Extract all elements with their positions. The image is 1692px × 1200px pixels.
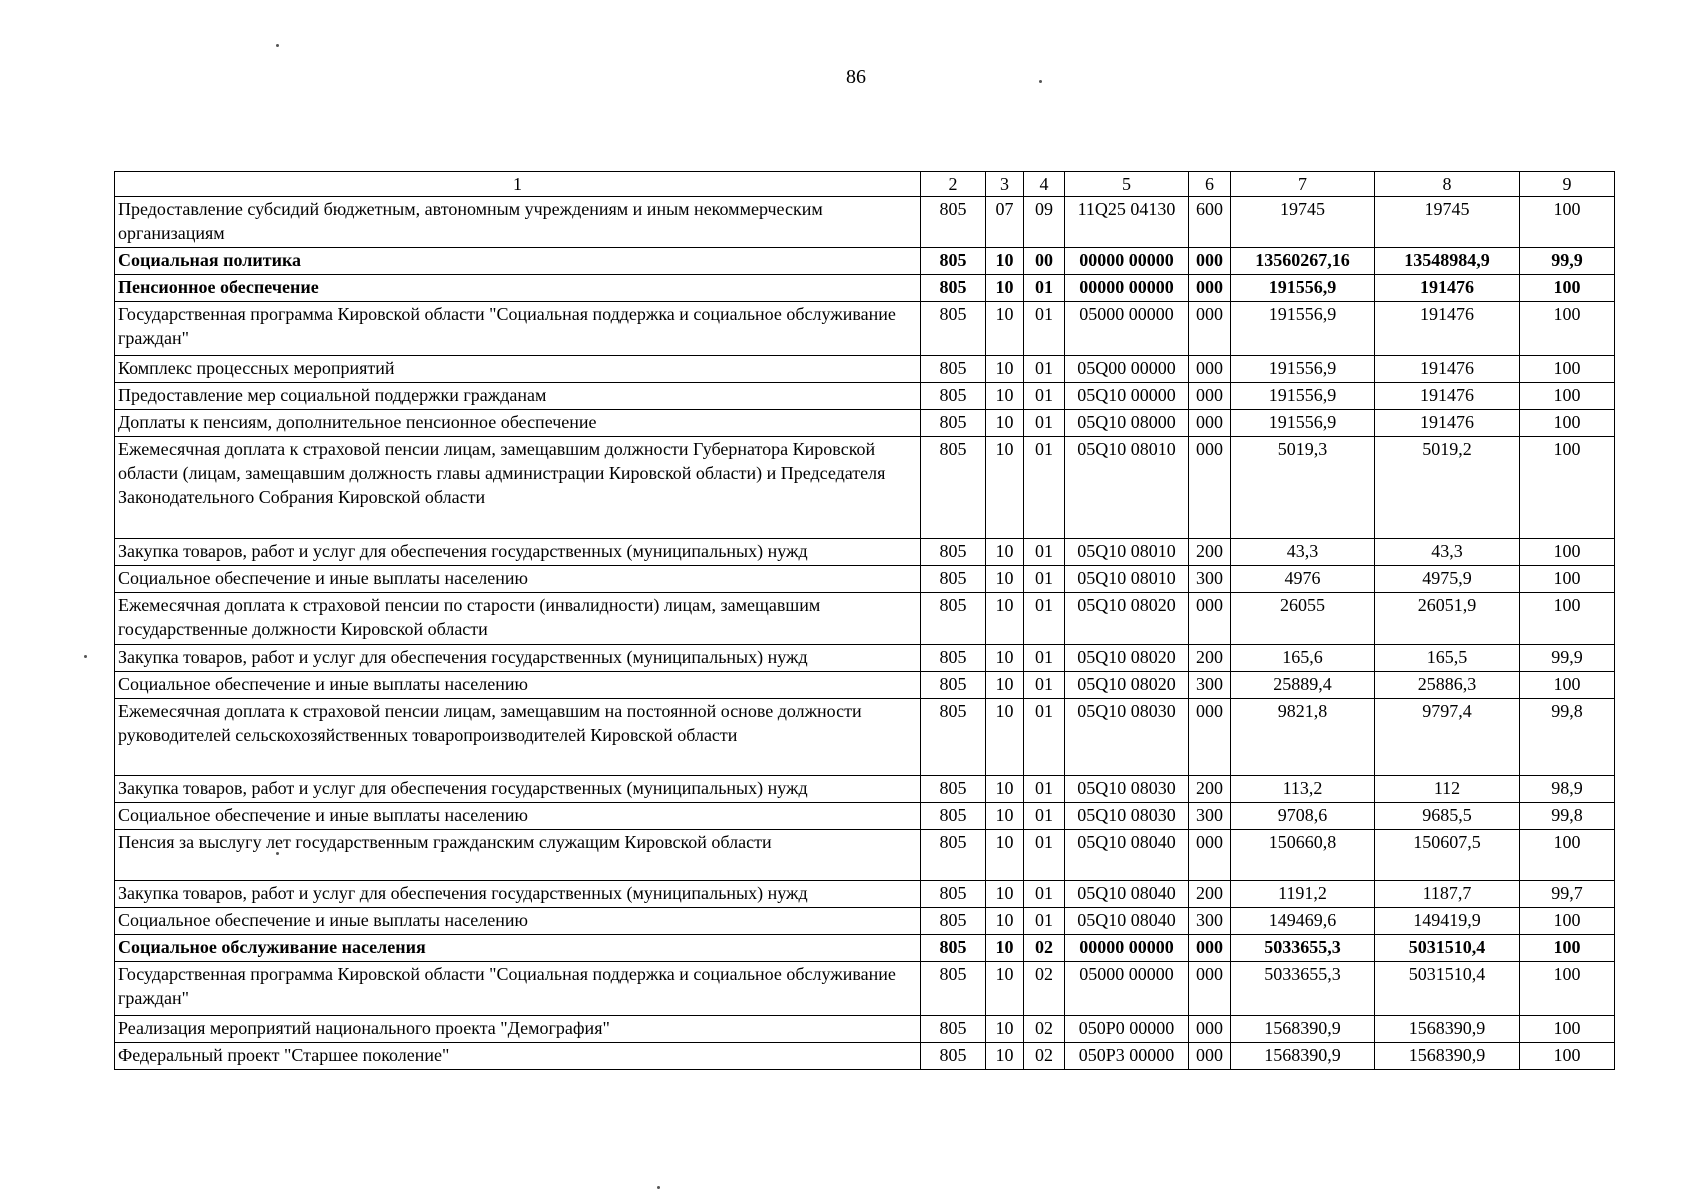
code-2-cell: 805: [921, 935, 986, 962]
code-2-cell: 805: [921, 645, 986, 672]
code-3-cell: 10: [986, 275, 1024, 302]
column-header-4: 4: [1024, 172, 1065, 197]
value-8-cell: 25886,3: [1375, 672, 1520, 699]
code-4-cell: 01: [1024, 539, 1065, 566]
value-7-cell: 4976: [1231, 566, 1375, 593]
page-number: 86: [846, 66, 866, 88]
value-8-cell: 1187,7: [1375, 881, 1520, 908]
code-3-cell: 10: [986, 962, 1024, 1016]
code-4-cell: 01: [1024, 776, 1065, 803]
code-5-cell: 05Q10 08020: [1065, 593, 1189, 645]
value-9-cell: 99,8: [1520, 803, 1615, 830]
code-6-cell: 000: [1189, 830, 1231, 881]
code-2-cell: 805: [921, 962, 986, 1016]
code-2-cell: 805: [921, 593, 986, 645]
value-9-cell: 99,7: [1520, 881, 1615, 908]
code-4-cell: 02: [1024, 935, 1065, 962]
table-row: [115, 539, 1615, 566]
code-5-cell: 05Q10 08030: [1065, 776, 1189, 803]
code-4-cell: 01: [1024, 593, 1065, 645]
code-5-cell: 05Q10 08030: [1065, 803, 1189, 830]
value-8-cell: 191476: [1375, 356, 1520, 383]
value-7-cell: 5033655,3: [1231, 935, 1375, 962]
item-name-cell: Доплаты к пенсиям, дополнительное пенсионное обеспечение: [115, 410, 921, 437]
code-3-cell: 10: [986, 830, 1024, 881]
code-5-cell: 05Q00 00000: [1065, 356, 1189, 383]
code-2-cell: 805: [921, 1043, 986, 1070]
table-row: [115, 1016, 1615, 1043]
code-3-cell: 10: [986, 410, 1024, 437]
table-row: [115, 356, 1615, 383]
value-9-cell: 100: [1520, 437, 1615, 539]
item-name-cell: Закупка товаров, работ и услуг для обеспечения государственных (муниципальных) нужд: [115, 881, 921, 908]
value-8-cell: 191476: [1375, 410, 1520, 437]
table-row: [115, 593, 1615, 645]
table-row: [115, 197, 1615, 248]
scan-speck: [84, 655, 87, 658]
code-5-cell: 11Q25 04130: [1065, 197, 1189, 248]
code-3-cell: 10: [986, 248, 1024, 275]
scan-speck: [276, 44, 279, 47]
item-name-cell: Реализация мероприятий национального проекта "Демография": [115, 1016, 921, 1043]
column-header-3: 3: [986, 172, 1024, 197]
scan-speck: [1039, 80, 1042, 83]
scan-speck: [657, 1186, 660, 1189]
value-9-cell: 100: [1520, 962, 1615, 1016]
value-8-cell: 150607,5: [1375, 830, 1520, 881]
value-7-cell: 43,3: [1231, 539, 1375, 566]
value-8-cell: 26051,9: [1375, 593, 1520, 645]
item-name-cell: Федеральный проект "Старшее поколение": [115, 1043, 921, 1070]
value-8-cell: 4975,9: [1375, 566, 1520, 593]
table-row: [115, 566, 1615, 593]
code-5-cell: 05Q10 08010: [1065, 539, 1189, 566]
value-7-cell: 1568390,9: [1231, 1016, 1375, 1043]
code-2-cell: 805: [921, 437, 986, 539]
value-7-cell: 5033655,3: [1231, 962, 1375, 1016]
code-2-cell: 805: [921, 672, 986, 699]
code-6-cell: 000: [1189, 593, 1231, 645]
table-row: [115, 383, 1615, 410]
code-2-cell: 805: [921, 356, 986, 383]
value-8-cell: 5031510,4: [1375, 935, 1520, 962]
code-6-cell: 000: [1189, 935, 1231, 962]
code-3-cell: 10: [986, 935, 1024, 962]
column-header-8: 8: [1375, 172, 1520, 197]
value-9-cell: 100: [1520, 908, 1615, 935]
value-9-cell: 100: [1520, 935, 1615, 962]
code-4-cell: 02: [1024, 1043, 1065, 1070]
table-row: [115, 908, 1615, 935]
code-6-cell: 000: [1189, 1043, 1231, 1070]
value-7-cell: 19745: [1231, 197, 1375, 248]
code-6-cell: 000: [1189, 1016, 1231, 1043]
code-4-cell: 01: [1024, 566, 1065, 593]
code-3-cell: 10: [986, 1016, 1024, 1043]
value-8-cell: 1568390,9: [1375, 1043, 1520, 1070]
value-7-cell: 1191,2: [1231, 881, 1375, 908]
value-8-cell: 191476: [1375, 302, 1520, 356]
value-7-cell: 165,6: [1231, 645, 1375, 672]
table-row: [115, 437, 1615, 539]
table-row: [115, 1043, 1615, 1070]
value-8-cell: 13548984,9: [1375, 248, 1520, 275]
value-7-cell: 150660,8: [1231, 830, 1375, 881]
value-7-cell: 191556,9: [1231, 302, 1375, 356]
code-2-cell: 805: [921, 248, 986, 275]
code-6-cell: 000: [1189, 302, 1231, 356]
code-4-cell: 01: [1024, 410, 1065, 437]
scan-speck: [276, 852, 279, 855]
code-4-cell: 01: [1024, 699, 1065, 776]
code-5-cell: 05000 00000: [1065, 962, 1189, 1016]
code-3-cell: 07: [986, 197, 1024, 248]
table-row: [115, 645, 1615, 672]
table-row: [115, 672, 1615, 699]
value-7-cell: 149469,6: [1231, 908, 1375, 935]
code-6-cell: 300: [1189, 566, 1231, 593]
table-row: [115, 248, 1615, 275]
code-5-cell: 05Q10 08010: [1065, 566, 1189, 593]
value-9-cell: 98,9: [1520, 776, 1615, 803]
value-9-cell: 100: [1520, 1016, 1615, 1043]
column-header-6: 6: [1189, 172, 1231, 197]
code-6-cell: 000: [1189, 356, 1231, 383]
value-9-cell: 100: [1520, 539, 1615, 566]
code-3-cell: 10: [986, 776, 1024, 803]
value-7-cell: 113,2: [1231, 776, 1375, 803]
value-8-cell: 5019,2: [1375, 437, 1520, 539]
value-9-cell: 100: [1520, 356, 1615, 383]
code-5-cell: 050Р0 00000: [1065, 1016, 1189, 1043]
value-9-cell: 99,9: [1520, 645, 1615, 672]
value-7-cell: 26055: [1231, 593, 1375, 645]
value-7-cell: 9708,6: [1231, 803, 1375, 830]
code-2-cell: 805: [921, 539, 986, 566]
code-4-cell: 01: [1024, 881, 1065, 908]
item-name-cell: Социальное обеспечение и иные выплаты населению: [115, 908, 921, 935]
code-3-cell: 10: [986, 437, 1024, 539]
value-8-cell: 149419,9: [1375, 908, 1520, 935]
value-7-cell: 13560267,16: [1231, 248, 1375, 275]
item-name-cell: Предоставление субсидий бюджетным, автономным учреждениям и иным некоммерческим организациям: [115, 197, 921, 248]
code-6-cell: 600: [1189, 197, 1231, 248]
code-6-cell: 000: [1189, 962, 1231, 1016]
code-5-cell: 05000 00000: [1065, 302, 1189, 356]
value-9-cell: 100: [1520, 593, 1615, 645]
code-5-cell: 05Q10 08030: [1065, 699, 1189, 776]
value-9-cell: 99,9: [1520, 248, 1615, 275]
code-5-cell: 05Q10 08010: [1065, 437, 1189, 539]
code-3-cell: 10: [986, 908, 1024, 935]
code-4-cell: 00: [1024, 248, 1065, 275]
item-name-cell: Социальное обеспечение и иные выплаты населению: [115, 566, 921, 593]
code-4-cell: 01: [1024, 383, 1065, 410]
item-name-cell: Социальное обеспечение и иные выплаты населению: [115, 803, 921, 830]
value-7-cell: 9821,8: [1231, 699, 1375, 776]
code-3-cell: 10: [986, 672, 1024, 699]
value-8-cell: 43,3: [1375, 539, 1520, 566]
value-7-cell: 191556,9: [1231, 356, 1375, 383]
table-row: [115, 962, 1615, 1016]
code-2-cell: 805: [921, 383, 986, 410]
code-2-cell: 805: [921, 881, 986, 908]
code-6-cell: 300: [1189, 908, 1231, 935]
code-6-cell: 200: [1189, 881, 1231, 908]
value-9-cell: 100: [1520, 197, 1615, 248]
code-6-cell: 200: [1189, 645, 1231, 672]
value-7-cell: 5019,3: [1231, 437, 1375, 539]
item-name-cell: Социальное обслуживание населения: [115, 935, 921, 962]
code-5-cell: 05Q10 08040: [1065, 881, 1189, 908]
code-2-cell: 805: [921, 776, 986, 803]
code-6-cell: 300: [1189, 803, 1231, 830]
code-2-cell: 805: [921, 302, 986, 356]
code-3-cell: 10: [986, 302, 1024, 356]
value-8-cell: 9685,5: [1375, 803, 1520, 830]
code-6-cell: 000: [1189, 248, 1231, 275]
table-row: [115, 881, 1615, 908]
code-3-cell: 10: [986, 566, 1024, 593]
code-4-cell: 01: [1024, 830, 1065, 881]
code-3-cell: 10: [986, 881, 1024, 908]
item-name-cell: Закупка товаров, работ и услуг для обеспечения государственных (муниципальных) нужд: [115, 645, 921, 672]
code-2-cell: 805: [921, 275, 986, 302]
value-9-cell: 100: [1520, 383, 1615, 410]
table-row: [115, 275, 1615, 302]
code-4-cell: 01: [1024, 275, 1065, 302]
value-8-cell: 165,5: [1375, 645, 1520, 672]
item-name-cell: Закупка товаров, работ и услуг для обеспечения государственных (муниципальных) нужд: [115, 776, 921, 803]
column-header-5: 5: [1065, 172, 1189, 197]
value-9-cell: 100: [1520, 566, 1615, 593]
code-3-cell: 10: [986, 539, 1024, 566]
code-2-cell: 805: [921, 197, 986, 248]
item-name-cell: Ежемесячная доплата к страховой пенсии лицам, замещавшим должности Губернатора Кировской области (лицам, замещавшим должность главы администрации Кировской области) и Председателя Законодательного Собрания Кировской области: [115, 437, 921, 539]
code-6-cell: 000: [1189, 437, 1231, 539]
code-2-cell: 805: [921, 1016, 986, 1043]
item-name-cell: Комплекс процессных мероприятий: [115, 356, 921, 383]
code-5-cell: 05Q10 08000: [1065, 410, 1189, 437]
code-5-cell: 00000 00000: [1065, 935, 1189, 962]
column-header-7: 7: [1231, 172, 1375, 197]
code-2-cell: 805: [921, 830, 986, 881]
code-4-cell: 01: [1024, 803, 1065, 830]
table-row: [115, 830, 1615, 881]
value-8-cell: 9797,4: [1375, 699, 1520, 776]
item-name-cell: Пенсия за выслугу лет государственным гражданским служащим Кировской области: [115, 830, 921, 881]
code-5-cell: 050Р3 00000: [1065, 1043, 1189, 1070]
code-3-cell: 10: [986, 356, 1024, 383]
code-4-cell: 01: [1024, 302, 1065, 356]
code-5-cell: 00000 00000: [1065, 275, 1189, 302]
code-6-cell: 000: [1189, 275, 1231, 302]
code-6-cell: 000: [1189, 383, 1231, 410]
value-8-cell: 191476: [1375, 275, 1520, 302]
table-row: [115, 935, 1615, 962]
code-6-cell: 200: [1189, 776, 1231, 803]
item-name-cell: Государственная программа Кировской области "Социальная поддержка и социальное обслуживание граждан": [115, 962, 921, 1016]
item-name-cell: Предоставление мер социальной поддержки гражданам: [115, 383, 921, 410]
code-2-cell: 805: [921, 566, 986, 593]
code-4-cell: 02: [1024, 1016, 1065, 1043]
item-name-cell: Государственная программа Кировской области "Социальная поддержка и социальное обслуживание граждан": [115, 302, 921, 356]
table-body: [115, 197, 1615, 1070]
code-5-cell: 00000 00000: [1065, 248, 1189, 275]
value-7-cell: 191556,9: [1231, 410, 1375, 437]
code-6-cell: 300: [1189, 672, 1231, 699]
code-3-cell: 10: [986, 1043, 1024, 1070]
value-7-cell: 1568390,9: [1231, 1043, 1375, 1070]
code-3-cell: 10: [986, 803, 1024, 830]
code-3-cell: 10: [986, 699, 1024, 776]
code-5-cell: 05Q10 08020: [1065, 645, 1189, 672]
code-4-cell: 01: [1024, 908, 1065, 935]
code-6-cell: 000: [1189, 410, 1231, 437]
value-9-cell: 100: [1520, 1043, 1615, 1070]
value-8-cell: 191476: [1375, 383, 1520, 410]
code-6-cell: 200: [1189, 539, 1231, 566]
code-2-cell: 805: [921, 699, 986, 776]
code-4-cell: 01: [1024, 356, 1065, 383]
value-8-cell: 1568390,9: [1375, 1016, 1520, 1043]
item-name-cell: Ежемесячная доплата к страховой пенсии лицам, замещавшим на постоянной основе должности руководителей сельскохозяйственных товаропроизводителей Кировской области: [115, 699, 921, 776]
budget-table: [114, 171, 1615, 1070]
code-2-cell: 805: [921, 410, 986, 437]
code-5-cell: 05Q10 08040: [1065, 830, 1189, 881]
value-9-cell: 100: [1520, 830, 1615, 881]
header-row: [115, 172, 1615, 197]
value-7-cell: 25889,4: [1231, 672, 1375, 699]
code-4-cell: 09: [1024, 197, 1065, 248]
value-7-cell: 191556,9: [1231, 383, 1375, 410]
column-header-9: 9: [1520, 172, 1615, 197]
item-name-cell: Ежемесячная доплата к страховой пенсии по старости (инвалидности) лицам, замещавшим государственные должности Кировской области: [115, 593, 921, 645]
code-2-cell: 805: [921, 803, 986, 830]
code-4-cell: 01: [1024, 672, 1065, 699]
value-8-cell: 112: [1375, 776, 1520, 803]
code-4-cell: 01: [1024, 437, 1065, 539]
item-name-cell: Социальная политика: [115, 248, 921, 275]
table-row: [115, 699, 1615, 776]
item-name-cell: Социальное обеспечение и иные выплаты населению: [115, 672, 921, 699]
item-name-cell: Пенсионное обеспечение: [115, 275, 921, 302]
column-header-2: 2: [921, 172, 986, 197]
code-3-cell: 10: [986, 593, 1024, 645]
code-6-cell: 000: [1189, 699, 1231, 776]
table-row: [115, 410, 1615, 437]
value-8-cell: 19745: [1375, 197, 1520, 248]
code-4-cell: 01: [1024, 645, 1065, 672]
value-8-cell: 5031510,4: [1375, 962, 1520, 1016]
code-3-cell: 10: [986, 645, 1024, 672]
value-9-cell: 100: [1520, 302, 1615, 356]
table-row: [115, 803, 1615, 830]
value-9-cell: 100: [1520, 275, 1615, 302]
code-5-cell: 05Q10 08040: [1065, 908, 1189, 935]
value-9-cell: 100: [1520, 410, 1615, 437]
code-5-cell: 05Q10 08020: [1065, 672, 1189, 699]
column-header-1: 1: [115, 172, 921, 197]
table-row: [115, 776, 1615, 803]
value-9-cell: 100: [1520, 672, 1615, 699]
table-row: [115, 302, 1615, 356]
code-3-cell: 10: [986, 383, 1024, 410]
code-5-cell: 05Q10 00000: [1065, 383, 1189, 410]
value-9-cell: 99,8: [1520, 699, 1615, 776]
code-4-cell: 02: [1024, 962, 1065, 1016]
value-7-cell: 191556,9: [1231, 275, 1375, 302]
item-name-cell: Закупка товаров, работ и услуг для обеспечения государственных (муниципальных) нужд: [115, 539, 921, 566]
code-2-cell: 805: [921, 908, 986, 935]
